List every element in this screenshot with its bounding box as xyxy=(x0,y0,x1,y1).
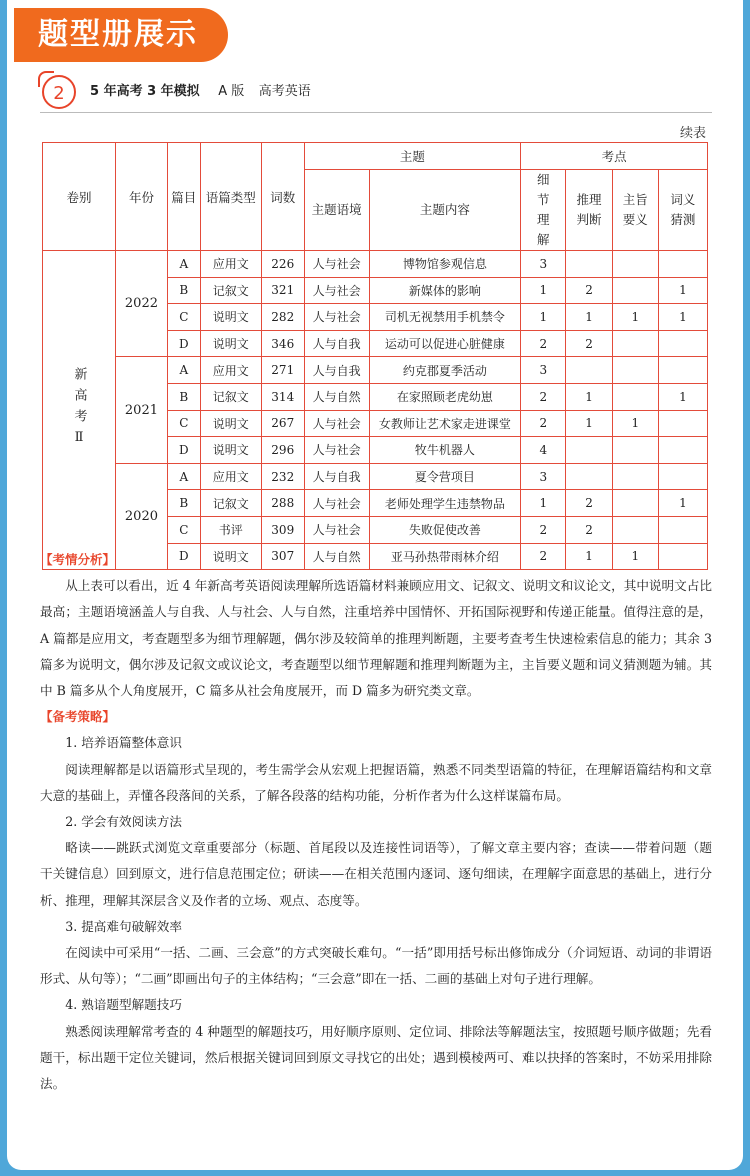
context-cell: 人与自我 xyxy=(304,330,369,357)
inference-cell: 1 xyxy=(566,383,612,410)
header-detail: 细节理解 xyxy=(521,170,566,251)
content-cell: 运动可以促进心脏健康 xyxy=(369,330,521,357)
vocab-cell xyxy=(658,437,707,464)
context-cell: 人与自我 xyxy=(304,463,369,490)
strategy-heading: 3. 提高难句破解效率 xyxy=(65,918,182,934)
article-cell: C xyxy=(167,516,200,543)
main-idea-cell xyxy=(612,251,658,278)
header-genre: 语篇类型 xyxy=(200,143,261,251)
article-cell: D xyxy=(167,543,200,570)
header-theme-content: 主题内容 xyxy=(369,170,521,251)
main-idea-cell xyxy=(612,383,658,410)
main-idea-cell xyxy=(612,437,658,464)
context-cell: 人与自然 xyxy=(304,383,369,410)
detail-cell: 1 xyxy=(521,277,566,304)
header-volume: 卷别 xyxy=(43,143,116,251)
context-cell: 人与自我 xyxy=(304,357,369,384)
genre-cell: 应用文 xyxy=(200,463,261,490)
vocab-cell: 1 xyxy=(658,304,707,331)
genre-cell: 记叙文 xyxy=(200,383,261,410)
detail-cell: 1 xyxy=(521,304,566,331)
inference-cell xyxy=(566,437,612,464)
genre-cell: 应用文 xyxy=(200,357,261,384)
content-cell: 司机无视禁用手机禁令 xyxy=(369,304,521,331)
article-cell: A xyxy=(167,357,200,384)
vocab-cell: 1 xyxy=(658,383,707,410)
context-cell: 人与社会 xyxy=(304,251,369,278)
words-cell: 307 xyxy=(261,543,304,570)
inference-cell: 2 xyxy=(566,516,612,543)
detail-cell: 4 xyxy=(521,437,566,464)
genre-cell: 记叙文 xyxy=(200,277,261,304)
detail-cell: 3 xyxy=(521,357,566,384)
table-row xyxy=(43,251,708,278)
strategy-heading: 4. 熟谙题型解题技巧 xyxy=(65,997,182,1013)
detail-cell: 2 xyxy=(521,543,566,570)
page-number: 2 xyxy=(42,75,76,109)
words-cell: 296 xyxy=(261,437,304,464)
context-cell: 人与社会 xyxy=(304,304,369,331)
context-cell: 人与社会 xyxy=(304,277,369,304)
strategy-text: 阅读理解都是以语篇形式呈现的，考生需学会从宏观上把握语篇，熟悉不同类型语篇的特征，在理解语篇结构和文章大意的基础上，弄懂各段落间的关系，了解各段落的结构功能，分析作者为什么这样谋篇布局。 xyxy=(40,761,712,803)
content-cell: 新媒体的影响 xyxy=(369,277,521,304)
article-cell: A xyxy=(167,463,200,490)
genre-cell: 说明文 xyxy=(200,543,261,570)
main-idea-cell xyxy=(612,516,658,543)
vocab-cell xyxy=(658,516,707,543)
header-article: 篇目 xyxy=(167,143,200,251)
article-cell: B xyxy=(167,490,200,517)
main-idea-cell xyxy=(612,277,658,304)
context-cell: 人与自然 xyxy=(304,543,369,570)
vocab-cell xyxy=(658,410,707,437)
detail-cell: 2 xyxy=(521,383,566,410)
words-cell: 282 xyxy=(261,304,304,331)
series-header xyxy=(90,80,311,99)
year-cell: 2022 xyxy=(116,251,168,357)
words-cell: 321 xyxy=(261,277,304,304)
strategy-list xyxy=(40,730,712,1097)
article-cell: D xyxy=(167,437,200,464)
genre-cell: 记叙文 xyxy=(200,490,261,517)
genre-cell: 说明文 xyxy=(200,410,261,437)
header-words: 词数 xyxy=(261,143,304,251)
main-idea-cell xyxy=(612,330,658,357)
content-cell: 女教师让艺术家走进课堂 xyxy=(369,410,521,437)
main-idea-cell: 1 xyxy=(612,410,658,437)
strategy-heading: 1. 培养语篇整体意识 xyxy=(65,735,182,751)
volume-cell: 新高考Ⅱ xyxy=(43,251,116,570)
main-idea-cell xyxy=(612,463,658,490)
vocab-cell xyxy=(658,357,707,384)
main-idea-cell: 1 xyxy=(612,543,658,570)
words-cell: 288 xyxy=(261,490,304,517)
series-name: 5 年高考 3 年模拟 xyxy=(90,84,200,99)
context-cell: 人与社会 xyxy=(304,516,369,543)
edition-label: A 版 xyxy=(218,84,245,99)
header-inference: 推理判断 xyxy=(566,170,612,251)
table-body xyxy=(43,251,708,570)
context-cell: 人与社会 xyxy=(304,490,369,517)
continued-label: 续表 xyxy=(679,126,706,141)
content-cell: 约克郡夏季活动 xyxy=(369,357,521,384)
header-year: 年份 xyxy=(116,143,168,251)
strategy-heading: 2. 学会有效阅读方法 xyxy=(65,814,182,830)
inference-cell: 2 xyxy=(566,490,612,517)
exam-table xyxy=(42,142,708,570)
detail-cell: 1 xyxy=(521,490,566,517)
detail-cell: 2 xyxy=(521,410,566,437)
table-row xyxy=(43,357,708,384)
vocab-cell xyxy=(658,463,707,490)
content-cell: 亚马孙热带雨林介绍 xyxy=(369,543,521,570)
inference-cell: 2 xyxy=(566,277,612,304)
content-cell: 夏令营项目 xyxy=(369,463,521,490)
strategy-text: 在阅读中可采用“一括、二画、三会意”的方式突破长难句。“一括”即用括号标出修饰成分（介词短语、动词的非谓语形式、从句等）；“二画”即画出句子的主体结构；“三会意”即在一括、二画的基础上对句子进行理解。 xyxy=(40,945,712,987)
detail-cell: 2 xyxy=(521,330,566,357)
inference-cell xyxy=(566,357,612,384)
genre-cell: 应用文 xyxy=(200,251,261,278)
main-idea-cell xyxy=(612,357,658,384)
article-cell: B xyxy=(167,277,200,304)
context-cell: 人与社会 xyxy=(304,410,369,437)
inference-cell: 1 xyxy=(566,410,612,437)
detail-cell: 3 xyxy=(521,463,566,490)
analysis-tag: 【考情分析】 xyxy=(40,552,116,567)
genre-cell: 说明文 xyxy=(200,437,261,464)
analysis-text: 从上表可以看出，近 4 年新高考英语阅读理解所选语篇材料兼顾应用文、记叙文、说明文和议论文，其中说明文占比最高；主题语境涵盖人与自我、人与社会、人与自然，注重培养中国情怀、开拓国际视野和传递正能量。值得注意的是，A 篇都是应用文，考查题型多为细节理解题，偶尔涉及较简单的推理判断题，主要考查考生快速检索信息的能力；其余 3 篇多为说明文，偶尔涉及记叙文或议论文，考查题型以细节理解题和推理判断题为主，主旨要义题和词义猜测题为辅。其中 B 篇多从个人角度展开，C 篇多从社会角度展开，而 D 篇多为研究类文章。 xyxy=(40,578,712,699)
context-cell: 人与社会 xyxy=(304,437,369,464)
banner-title: 题型册展示 xyxy=(14,8,228,62)
words-cell: 314 xyxy=(261,383,304,410)
header-theme: 主题 xyxy=(304,143,520,170)
year-cell: 2020 xyxy=(116,463,168,569)
content-cell: 在家照顾老虎幼崽 xyxy=(369,383,521,410)
article-cell: C xyxy=(167,304,200,331)
analysis-section xyxy=(40,547,712,1097)
vocab-cell: 1 xyxy=(658,277,707,304)
strategy-tag: 【备考策略】 xyxy=(40,709,116,725)
strategy-text: 熟悉阅读理解常考查的 4 种题型的解题技巧，用好顺序原则、定位词、排除法等解题法宝，按照题号顺序做题；先看题干，标出题干定位关键词，然后根据关键词回到原文寻找它的出处；遇到模棱两可、难以抉择的答案时，不妨采用排除法。 xyxy=(40,1023,712,1092)
article-cell: C xyxy=(167,410,200,437)
inference-cell xyxy=(566,251,612,278)
words-cell: 271 xyxy=(261,357,304,384)
genre-cell: 书评 xyxy=(200,516,261,543)
words-cell: 309 xyxy=(261,516,304,543)
main-idea-cell: 1 xyxy=(612,304,658,331)
header-main-idea: 主旨要义 xyxy=(612,170,658,251)
table-row xyxy=(43,463,708,490)
content-cell: 牧牛机器人 xyxy=(369,437,521,464)
header-divider xyxy=(40,112,712,113)
detail-cell: 2 xyxy=(521,516,566,543)
words-cell: 267 xyxy=(261,410,304,437)
header-points: 考点 xyxy=(521,143,708,170)
inference-cell: 2 xyxy=(566,330,612,357)
content-cell: 老师处理学生违禁物品 xyxy=(369,490,521,517)
vocab-cell xyxy=(658,330,707,357)
subject-label: 高考英语 xyxy=(258,84,311,99)
year-cell: 2021 xyxy=(116,357,168,463)
words-cell: 226 xyxy=(261,251,304,278)
genre-cell: 说明文 xyxy=(200,330,261,357)
inference-cell xyxy=(566,463,612,490)
inference-cell: 1 xyxy=(566,543,612,570)
vocab-cell: 1 xyxy=(658,490,707,517)
content-cell: 博物馆参观信息 xyxy=(369,251,521,278)
article-cell: B xyxy=(167,383,200,410)
content-cell: 失败促使改善 xyxy=(369,516,521,543)
vocab-cell xyxy=(658,251,707,278)
words-cell: 232 xyxy=(261,463,304,490)
header-theme-context: 主题语境 xyxy=(304,170,369,251)
article-cell: A xyxy=(167,251,200,278)
main-idea-cell xyxy=(612,490,658,517)
genre-cell: 说明文 xyxy=(200,304,261,331)
article-cell: D xyxy=(167,330,200,357)
header-vocab: 词义猜测 xyxy=(658,170,707,251)
strategy-text: 略读——跳跃式浏览文章重要部分（标题、首尾段以及连接性词语等），了解文章主要内容；查读——带着问题（题干关键信息）回到原文，进行信息范围定位；研读——在相关范围内逐词、逐句细读，在理解字面意思的基础上，进行分析、推理，理解其深层含义及作者的立场、观点、态度等。 xyxy=(40,840,712,908)
words-cell: 346 xyxy=(261,330,304,357)
inference-cell: 1 xyxy=(566,304,612,331)
detail-cell: 3 xyxy=(521,251,566,278)
